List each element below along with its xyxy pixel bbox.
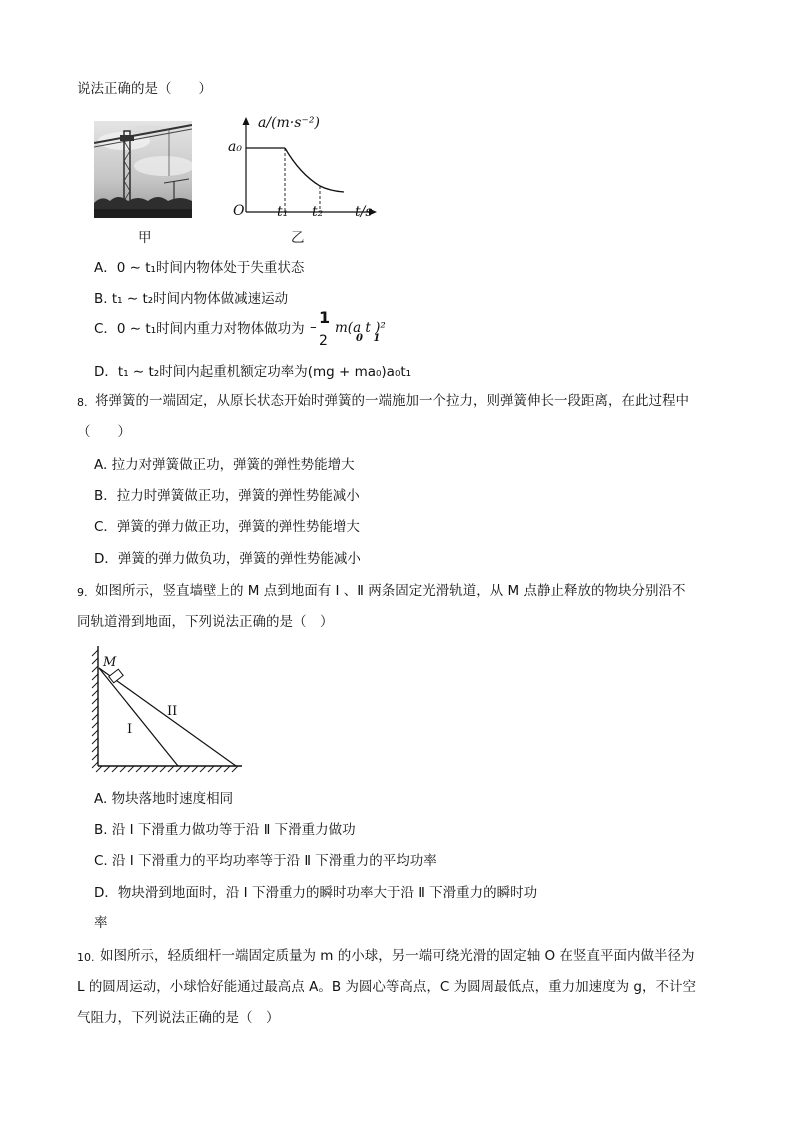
q10-stem-line1: 如图所示，轻质细杆一端固定质量为 m 的小球，另一端可绕光滑的固定轴 O 在竖直平面内做半径为 xyxy=(100,948,695,964)
q9-option-b: B. 沿 Ⅰ 下滑重力做功等于沿 Ⅱ 下滑重力做功 xyxy=(94,822,356,838)
q9-number: 9. xyxy=(77,586,88,599)
graph-x-axis-label: t/s xyxy=(355,204,373,220)
q8-stem-line1: 将弹簧的一端固定，从原长状态开始时弹簧的一端施加一个拉力，则弹簧伸长一段距离，在此过程中 xyxy=(95,393,689,409)
q7-option-c-prefix: C．0 ∼ t₁时间内重力对物体做功为 xyxy=(94,321,305,337)
q7-option-b: B. t₁ ∼ t₂时间内物体做减速运动 xyxy=(94,291,289,307)
graph-a0-label: a₀ xyxy=(228,139,242,155)
label-track-i: I xyxy=(127,722,133,737)
q9-option-d-line2: 率 xyxy=(94,915,108,931)
q9-stem-line1: 如图所示，竖直墙壁上的 M 点到地面有 Ⅰ 、Ⅱ 两条固定光滑轨道，从 M 点静止释放的物块分别沿不 xyxy=(95,583,686,599)
decaying-acceleration-curve xyxy=(285,148,344,192)
q8-option-a: A. 拉力对弹簧做正功，弹簧的弹性势能增大 xyxy=(94,457,355,473)
q8-option-c: C．弹簧的弹力做正功，弹簧的弹性势能增大 xyxy=(94,519,360,535)
y-axis-arrow xyxy=(243,117,250,125)
q9-option-a: A. 物块落地时速度相同 xyxy=(94,791,234,807)
label-m: M xyxy=(103,655,117,670)
ground-hatching xyxy=(96,766,238,772)
q8-stem-line2: （ ） xyxy=(77,424,131,440)
q10-number: 10. xyxy=(77,951,95,964)
q7-option-c-fraction-numerator: 1 xyxy=(319,308,331,327)
graph-t1-label: t₁ xyxy=(277,204,289,220)
sliding-block xyxy=(109,669,123,683)
q9-stem-line2: 同轨道滑到地面，下列说法正确的是（ ） xyxy=(77,614,334,630)
graph-t2-label: t₂ xyxy=(312,204,324,220)
q10-stem-line2: L 的圆周运动，小球恰好能通过最高点 A。B 为圆心等高点，C 为圆周最低点，重力加速度为 g，不计空 xyxy=(77,979,696,995)
q10-stem-line3: 气阻力，下列说法正确的是（ ） xyxy=(77,1010,280,1026)
intro-line: 说法正确的是（ ） xyxy=(77,81,212,97)
q8-number: 8. xyxy=(77,396,88,409)
q7-option-c-fraction-denominator: 2 xyxy=(319,333,328,349)
q7-option-c-subscripts: 0 1 xyxy=(356,333,381,344)
crane-photo-drawing xyxy=(94,121,192,218)
wall-hatching xyxy=(92,650,98,768)
q9-option-d-line1: D．物块滑到地面时，沿 Ⅰ 下滑重力的瞬时功率大于沿 Ⅱ 下滑重力的瞬时功 xyxy=(94,885,538,901)
photo-caption: 甲 xyxy=(138,230,152,246)
graph-origin-label: O xyxy=(233,203,245,219)
q7-option-d: D．t₁ ∼ t₂时间内起重机额定功率为(mg + ma₀)a₀t₁ xyxy=(94,364,412,380)
q7-option-c-minus: – xyxy=(310,319,317,335)
q8-option-d: D．弹簧的弹力做负功，弹簧的弹性势能减小 xyxy=(94,551,361,567)
q7-option-a: A．0 ∼ t₁时间内物体处于失重状态 xyxy=(94,260,305,276)
q9-option-c: C. 沿 Ⅰ 下滑重力的平均功率等于沿 Ⅱ 下滑重力的平均功率 xyxy=(94,853,437,869)
q7-option-c-expression: m(a t )² xyxy=(335,320,386,336)
crane-photo xyxy=(94,121,192,218)
q8-option-b: B．拉力时弹簧做正功，弹簧的弹性势能减小 xyxy=(94,488,360,504)
graph-y-axis-label: a/(m·s⁻²) xyxy=(258,115,320,131)
label-track-ii: II xyxy=(167,704,178,719)
graph-caption: 乙 xyxy=(291,230,305,246)
